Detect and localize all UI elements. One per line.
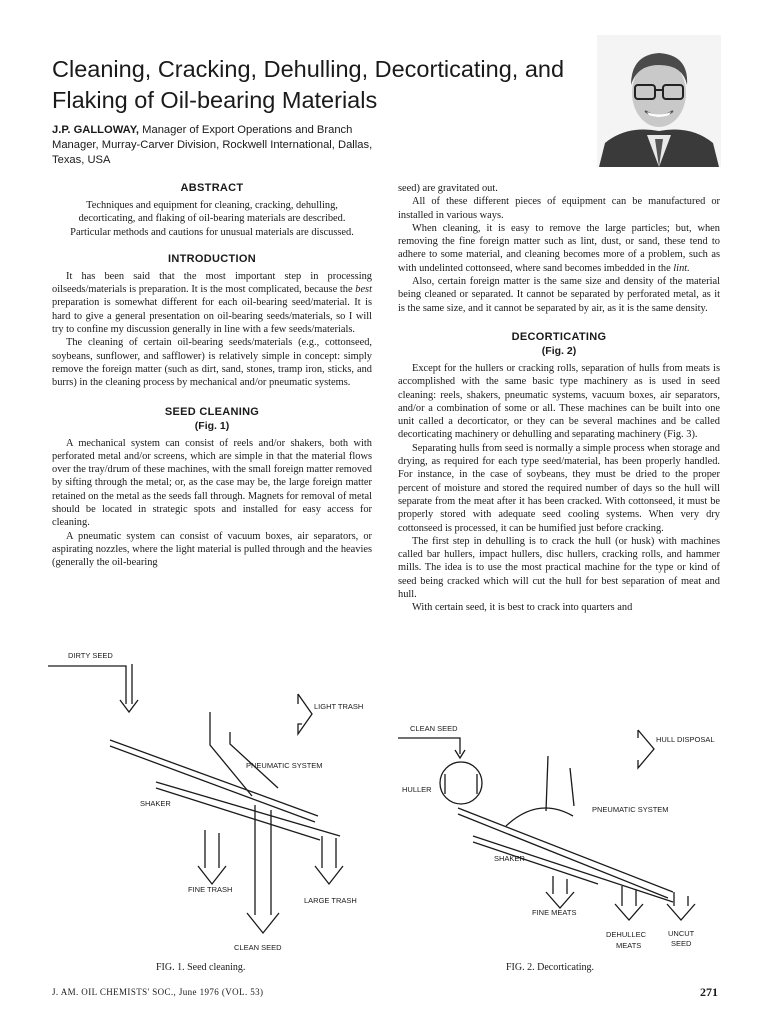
fig2-label-uncut-line2: SEED [671,939,692,948]
continued-paragraph: seed) are gravitated out. [398,183,498,194]
fig1-label-dirty-seed: DIRTY SEED [68,651,113,660]
fig2-label-fine-meats: FINE MEATS [532,908,577,917]
fig1-label-large-trash: LARGE TRASH [304,896,357,905]
figure-1-seed-cleaning [40,640,385,960]
fig1-label-fine-trash: FINE TRASH [188,885,233,894]
decorticating-paragraph-3: The first step in dehulling is to crack the hull (or husk) with machines called bar hullers, impact hullers, disc hullers, cracking rolls, and hammer mills. The idea is to use the most practical machine for the type or kind of seed being cracked which will cut the hull for best separation of meat and hull. [398,535,720,601]
introduction-heading: INTRODUCTION [168,252,256,265]
right-column [398,182,720,615]
decorticating-paragraph-4: With certain seed, it is best to crack into quarters and [412,602,633,614]
right-paragraph-1: All of these different pieces of equipment can be manufactured or installed in various ways. [398,196,720,221]
fig1-label-pneumatic-system: PNEUMATIC SYSTEM [246,761,323,770]
author-affiliation: Manager of Export Operations and Branch Manager, Murray-Carver Division, Rockwell International, Dallas, Texas, USA [52,124,373,166]
article-title: Cleaning, Cracking, Dehulling, Decorticating, and Flaking of Oil-bearing Materials [52,56,565,113]
decorticating-fig-ref: (Fig. 2) [541,344,577,357]
text-run: It has been said that the most important step in processing oilseeds/materials is preparation. It is the most complicated, because the [52,270,372,296]
fig2-label-dehulled-line1: DEHULLEC [606,930,647,939]
figure-2-decorticating [398,716,728,961]
fig1-label-clean-seed: CLEAN SEED [234,943,282,952]
abstract-heading: ABSTRACT [180,182,244,194]
introduction-paragraph-2: The cleaning of certain oil-bearing seeds/materials (e.g., cottonseed, soybeans, sunflower, and safflower) is relatively simple in concept: simply remove the foreign matter (such as dirt, sand, stones, tramp iron, sticks, and burrs) in the cleaning process by mechanical and/or pneumatic systems. [52,337,372,389]
fig1-label-shaker: SHAKER [140,799,171,808]
seed-cleaning-fig-ref: (Fig. 1) [194,419,230,432]
right-paragraph-3: Also, certain foreign matter is the same size and density of the material being cleaned or separated. It cannot be separated by perforated metal, as it is the same size, and it cannot be separated by air, as it is the same density. [398,276,720,314]
seed-cleaning-paragraph-2: A pneumatic system can consist of vacuum boxes, air separators, or aspirating nozzles, where the light material is pulled through and the heavies (generally the oil-bearing [52,530,372,569]
fig2-label-uncut-line1: UNCUT [668,929,695,938]
fig2-label-huller: HULLER [402,785,432,794]
decorticating-heading: DECORTICATING [511,330,607,343]
emphasis: best [355,284,372,296]
text-run: preparation is somewhat different for each oil-bearing seed/material. It is hard to give a general presentation on oil-bearing seeds/materials, so I will try to confine my discussion generally in line with a few seeds/materials. [52,297,372,336]
fig1-label-light-trash: LIGHT TRASH [314,702,364,711]
fig2-label-shaker: SHAKER [494,854,525,863]
author-name: J.P. GALLOWAY, [52,124,140,136]
fig2-label-dehulled-line2: MEATS [616,941,642,950]
emphasis: lint. [673,262,690,274]
decorticating-paragraph-1: Except for the hullers or cracking rolls, separation of hulls from meats is accomplished with the same basic type machinery as is used in seed cleaning: reels, shakers, pneumatic systems, vacuum boxes, air separators, and/or a combination of some or all. These machines can be built into one unit called a decorticator, or they can be several machines and be called decorticating machinery or dehulling and separating machinery (Fig. 3). [398,362,720,441]
seed-cleaning-heading: SEED CLEANING [164,405,260,418]
left-column [52,182,372,570]
figure-2-caption: FIG. 2. Decorticating. [506,962,595,973]
abstract-text: Techniques and equipment for cleaning, cracking, dehulling, decorticating, and flaking of oil-bearing materials are described. Particular methods and cautions for unusual materials are discussed. [70,200,354,238]
introduction-paragraph-1 [52,270,372,336]
text-run: When cleaning, it is easy to remove the large particles; but, when removing the fine foreign matter such as lint, dust, or sand, these tend to adhere to some material, and cleaning becomes more of a problem, such as with undelinted cottonseed, where sand becomes imbedded in the [398,222,720,274]
right-paragraph-2 [398,222,720,275]
fig2-label-hull-disposal: HULL DISPOSAL [656,735,715,744]
author-line [52,123,382,168]
author-photo [597,35,721,167]
figure-1-caption: FIG. 1. Seed cleaning. [156,962,246,973]
journal-footer: J. AM. OIL CHEMISTS' SOC., June 1976 (VOL. 53) [52,987,264,997]
seed-cleaning-paragraph-1: A mechanical system can consist of reels and/or shakers, both with perforated metal and/or screens, which are simple in that the material flows over the tray/drum of these machines, with the small foreign matter removed by sifting through the metal; or, as the case may be, the large foreign matter retained on the metal as the seeds fall through. Magnets for removal of metal should be located in strategic spots and installed for easy access for cleaning. [52,437,372,529]
page-number: 271 [700,985,718,999]
fig2-label-pneumatic-system: PNEUMATIC SYSTEM [592,805,669,814]
fig2-label-clean-seed: CLEAN SEED [410,724,458,733]
decorticating-paragraph-2: Separating hulls from seed is normally a simple process when storage and drying, as required for each type seed/material, has been properly handled. For instance, in the case of soybeans, they must be dried to the proper percent of moisture and stored the required number of days so the hull will separate from the meat after it has been cracked. With cottonseed, it must be properly stored with adequate seed cooling systems. When very dry cottonseed is processed, it can be humified just before cracking. [398,442,720,534]
